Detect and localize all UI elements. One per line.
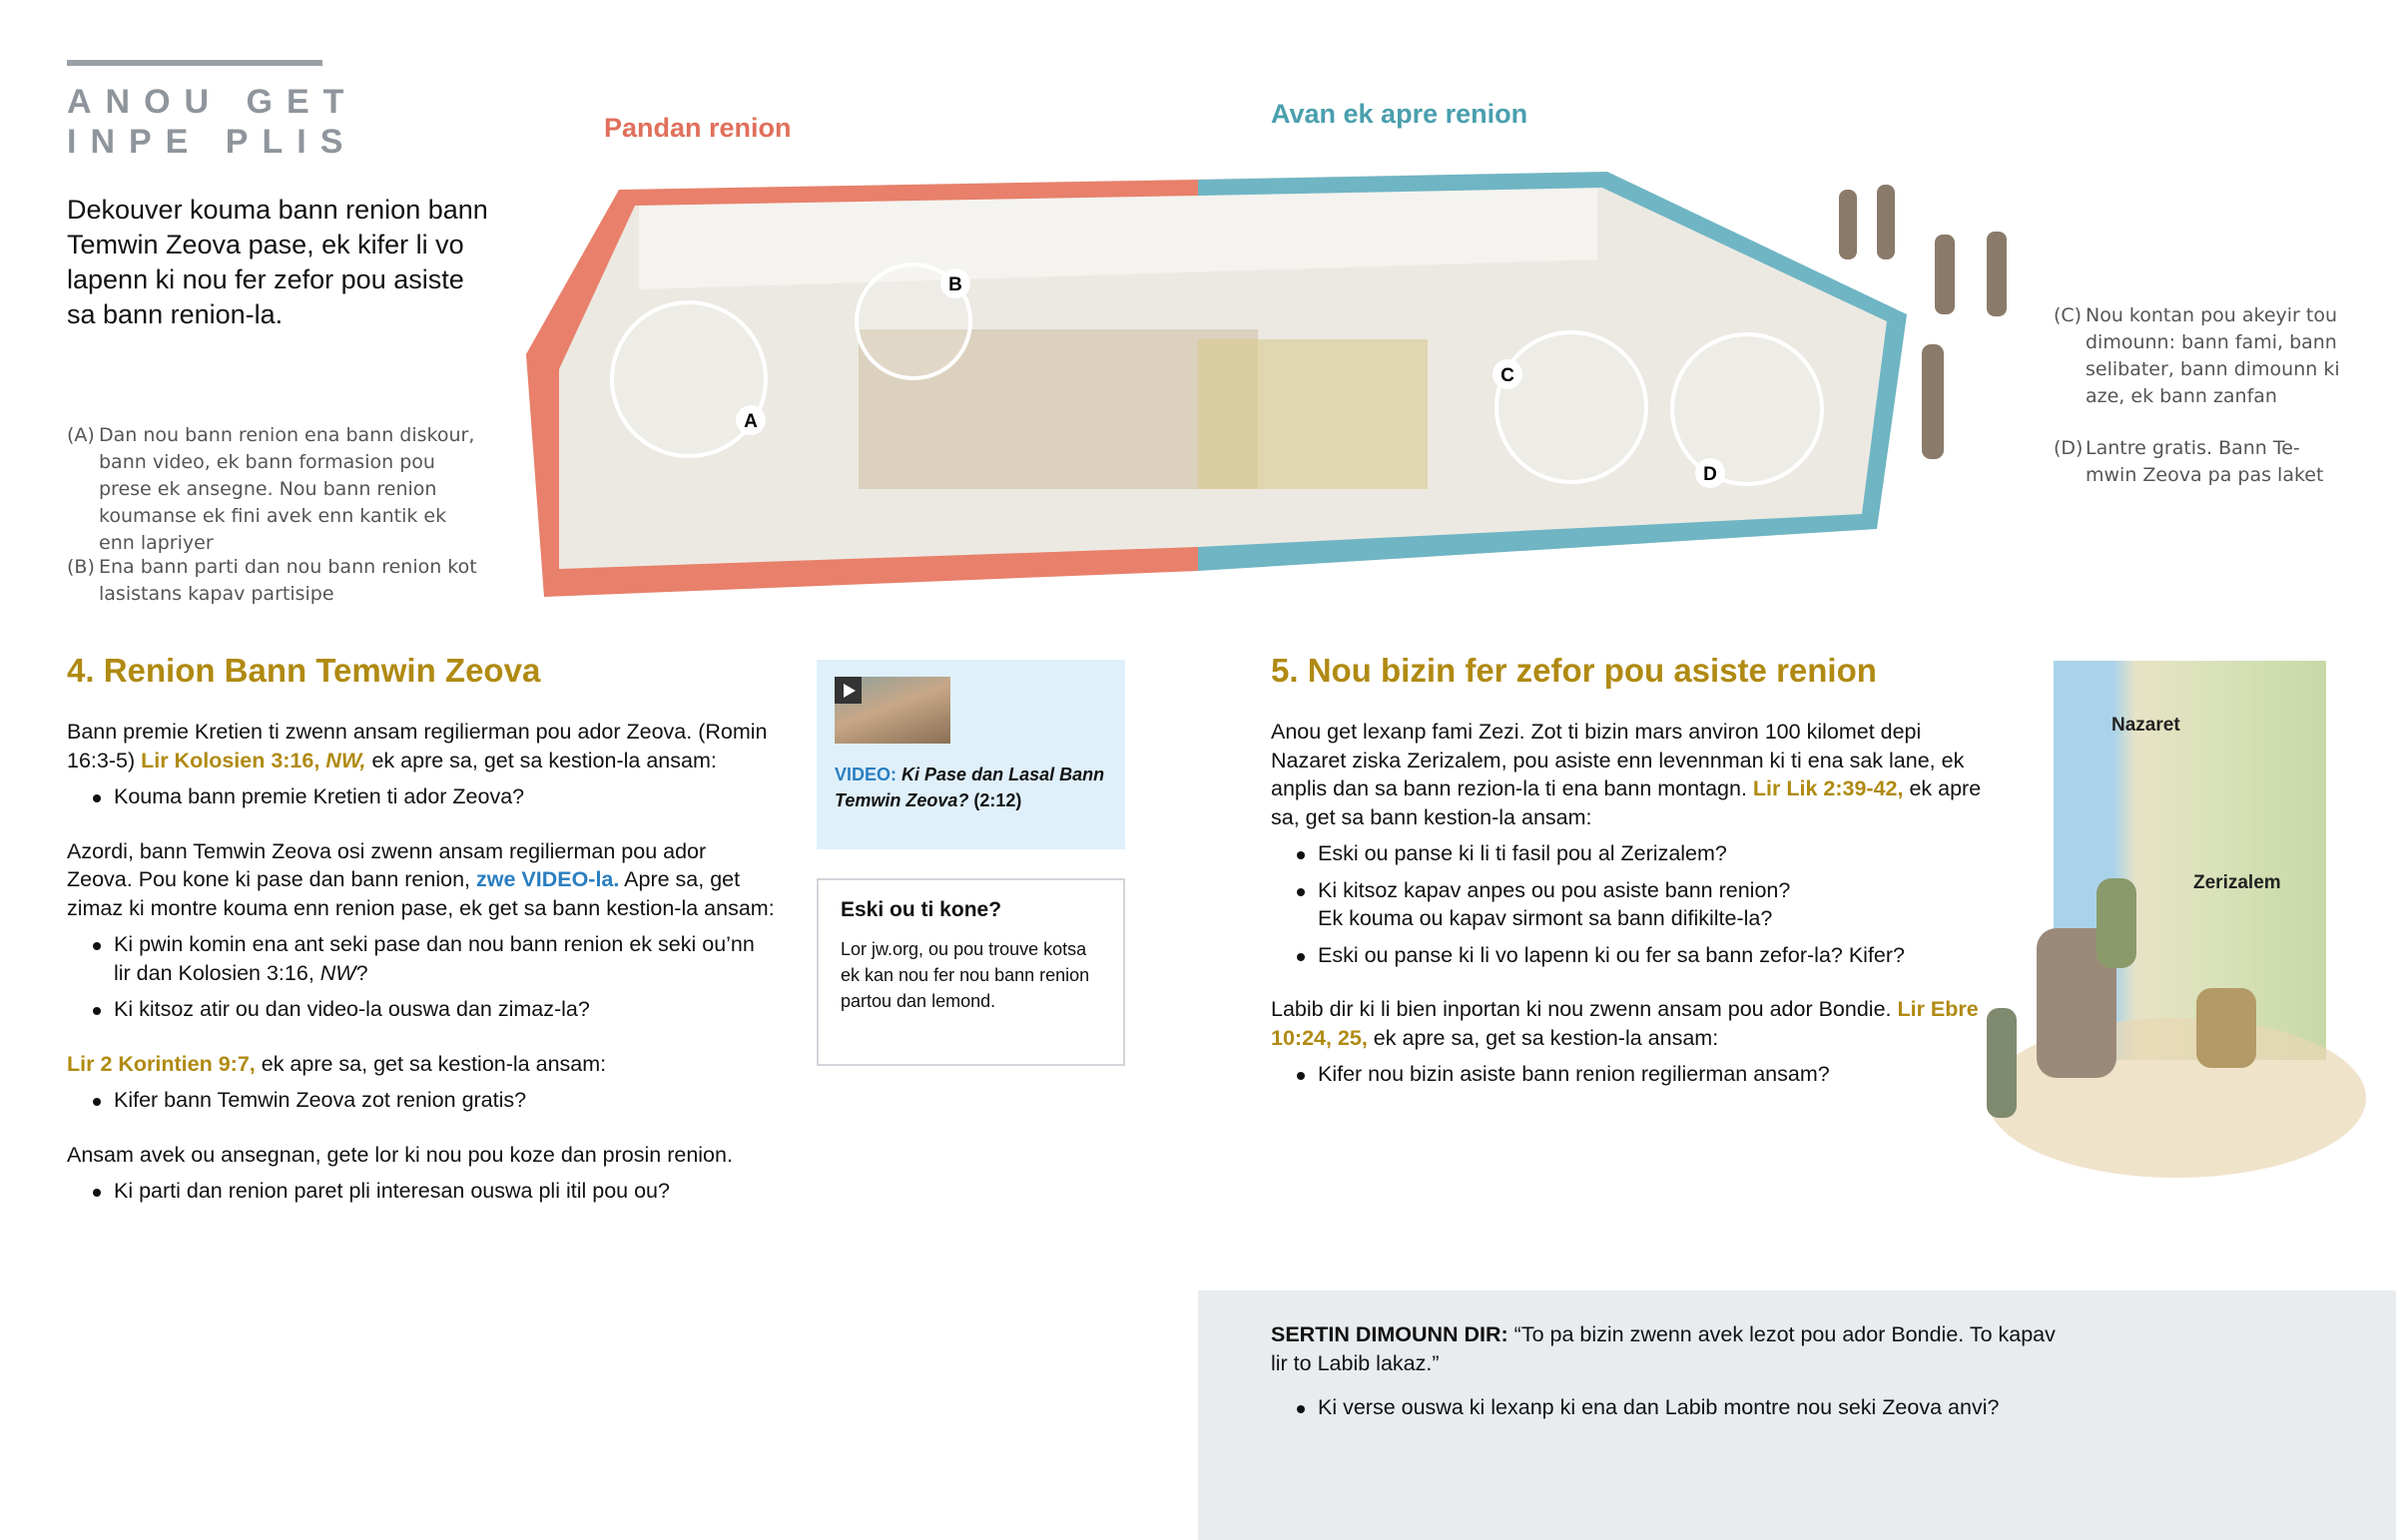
question-list: [1271, 839, 2000, 969]
text: ek apre sa, get sa kestion-la ansam:: [1367, 1025, 1719, 1050]
note-text: Ena bann parti dan nou bann renion kot lasistans kapav partisipe: [99, 556, 477, 605]
paragraph: [67, 1050, 776, 1079]
note-text: Nou kontan pou akeyir tou dimounn: bann fami, bann selibater, bann dimounn ki aze, ek bann zanfan: [2086, 304, 2340, 407]
video-thumbnail[interactable]: [835, 677, 950, 744]
question-list: [67, 782, 776, 811]
question: Eski ou panse ki li ti fasil pou al Zerizalem?: [1271, 839, 2000, 868]
question: Ki kitsoz atir ou dan video-la ouswa dan zimaz-la?: [67, 995, 776, 1024]
question: Eski ou panse ki li vo lapenn ki ou fer sa bann zefor-la? Kifer?: [1271, 941, 2000, 970]
some-say-text: [1271, 1320, 2070, 1377]
text: Anou get lexanp fami Zezi. Zot ti bizin mars anviron 100 kilomet depi Nazaret ziska Zerizalem, pou asiste enn levennman ki ti ena sak lane, ek anplis dan sa bann rezion-la ti ena bann montagn.: [1271, 720, 1965, 800]
scripture-link[interactable]: Lir Lik 2:39-42,: [1752, 776, 1904, 800]
question-list: [67, 1086, 776, 1115]
video-link[interactable]: zwe VIDEO-la.: [475, 867, 620, 891]
text: Apre sa, get zimaz ki montre kouma enn renion pase, ek get sa bann kestion-la ansam:: [67, 867, 775, 920]
text: ek apre sa, get sa kestion-la ansam:: [255, 1051, 607, 1076]
note-text: Lantre gratis. Bann Te-mwin Zeova pa pas laket: [2086, 437, 2324, 486]
video-box[interactable]: [817, 660, 1125, 849]
kicker-line2: INPE PLIS: [67, 123, 357, 161]
ref-version: NW,: [325, 748, 366, 772]
video-duration: (2:12): [973, 790, 1022, 810]
question-list: [1271, 1385, 2169, 1422]
question: Kifer bann Temwin Zeova zot renion gratis?: [67, 1086, 776, 1115]
paragraph: [67, 837, 776, 923]
map-label-zerizalem: Zerizalem: [2193, 872, 2281, 893]
question: Kouma bann premie Kretien ti ador Zeova?: [67, 782, 776, 811]
ref: Lir Kolosien 3:16,: [141, 748, 326, 772]
marker-d: D: [1703, 464, 1717, 485]
section-4-heading: 4. Renion Bann Temwin Zeova: [67, 652, 541, 689]
text: Ki pwin komin ena ant seki pase dan nou bann renion ek seki ou’nn lir dan Kolosien 3:16,: [114, 932, 755, 985]
video-caption: [835, 762, 1114, 813]
section-5-body: [1271, 718, 2000, 1089]
did-you-know-title: Eski ou ti kone?: [841, 898, 1002, 921]
paragraph: Ansam avek ou ansegnan, gete lor ki nou pou koze dan prosin renion.: [67, 1142, 733, 1167]
text: Azordi, bann Temwin Zeova osi zwenn ansam regilierman pou ador Zeova. Pou kone ki pase dan bann renion,: [67, 838, 707, 891]
question-list: [67, 1177, 776, 1206]
paragraph: [1271, 718, 2000, 831]
note-tag: (A): [67, 424, 95, 446]
section-4-body: [67, 718, 776, 1206]
did-you-know-box: [817, 878, 1125, 1066]
text: ?: [355, 960, 368, 985]
note-text: Dan nou bann renion ena bann diskour, bann video, ek bann formasion pou prese ek ansegne. Nou bann renion koumanse ek fini avek enn kantik ek enn lapriyer: [99, 424, 475, 554]
question: [67, 930, 776, 987]
some-say-label: SERTIN DIMOUNN DIR:: [1271, 1322, 1508, 1346]
kicker-line1: ANOU GET: [67, 83, 358, 121]
text: Labib dir ki li bien inportan ki nou zwenn ansam pou ador Bondie.: [1271, 997, 1898, 1021]
note-tag: (D): [2054, 437, 2084, 459]
scripture-link[interactable]: Lir Ebre 10:24, 25,: [1271, 997, 1979, 1050]
question: Kifer nou bizin asiste bann renion regilierman ansam?: [1271, 1060, 2000, 1089]
map-label-nazaret: Nazaret: [2111, 715, 2180, 736]
marker-b: B: [948, 274, 962, 295]
meeting-hall-illustration: [0, 0, 2396, 659]
video-label: VIDEO:: [835, 765, 898, 784]
some-say-box: [1198, 1290, 2396, 1540]
play-icon[interactable]: [835, 677, 862, 704]
label-before-after: Avan ek apre renion: [1271, 99, 1528, 129]
intro-text: Dekouver kouma bann renion bann Temwin Zeova pase, ek kifer li vo lapenn ki nou fer zefor pou asiste sa bann renion-la.: [67, 195, 488, 329]
question: Ki verse ouswa ki lexanp ki ena dan Labib montre nou seki Zeova anvi?: [1271, 1393, 2169, 1422]
scripture-link[interactable]: [141, 749, 365, 772]
paragraph: [67, 718, 776, 774]
some-say-quote: “To pa bizin zwenn avek lezot pou ador Bondie. To kapav lir to Labib lakaz.”: [1271, 1322, 2056, 1375]
text: ek apre sa, get sa bann kestion-la ansam:: [1271, 776, 1982, 829]
scripture-link[interactable]: Lir 2 Korintien 9:7,: [67, 1051, 256, 1076]
text: ek apre sa, get sa kestion-la ansam:: [365, 748, 717, 772]
question-list: [1271, 1060, 2000, 1089]
question: Ki parti dan renion paret pli interesan ouswa pli itil pou ou?: [67, 1177, 776, 1206]
did-you-know-body: Lor jw.org, ou pou trouve kotsa ek kan nou fer nou bann renion partou dan lemond.: [841, 939, 1090, 1011]
section-5-heading: 5. Nou bizin fer zefor pou asiste renion: [1271, 652, 1877, 689]
text: NW: [319, 960, 356, 985]
note-tag: (C): [2054, 304, 2083, 326]
text: Bann premie Kretien ti zwenn ansam regilierman pou ador Zeova. (Romin 16:3-5): [67, 720, 768, 772]
family-journey-illustration: [1957, 838, 2376, 1238]
marker-a: A: [744, 411, 758, 432]
video-title[interactable]: Ki Pase dan Lasal Bann Temwin Zeova?: [835, 765, 1105, 810]
question: Ki kitsoz kapav anpes ou pou asiste bann renion? Ek kouma ou kapav sirmont sa bann difikilte-la?: [1271, 876, 1810, 933]
label-during-meeting: Pandan renion: [604, 113, 792, 143]
question-list: [67, 930, 776, 1024]
paragraph: [1271, 995, 2000, 1052]
note-tag: (B): [67, 556, 95, 578]
marker-c: C: [1500, 365, 1514, 386]
